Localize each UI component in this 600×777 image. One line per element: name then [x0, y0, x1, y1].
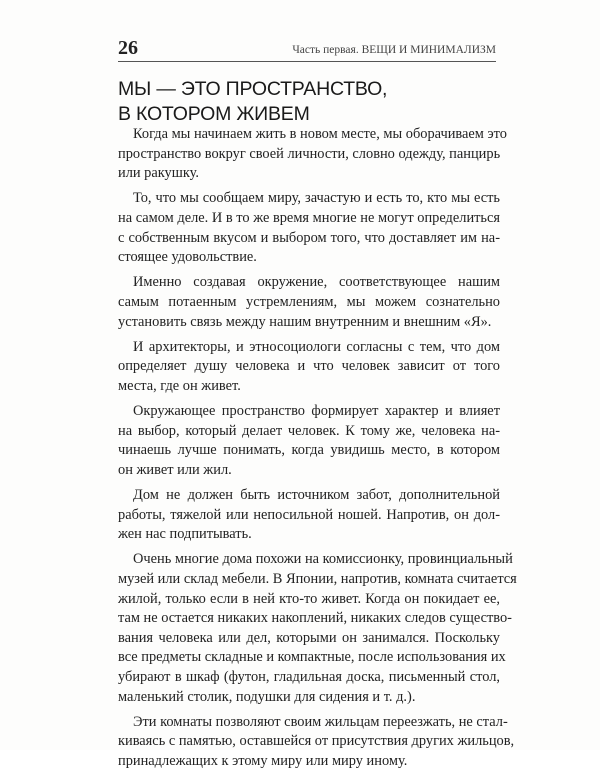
text-line: Именно создавая окружение, соответствующее нашим: [133, 274, 500, 291]
text-line: То, что мы сообщаем миру, зачастую и есть то, кто мы есть: [133, 190, 500, 207]
running-header: [118, 38, 496, 62]
text-line: пространство вокруг своей личности, словно одежду, панцирь: [118, 145, 501, 162]
chapter-title-line: В КОТОРОМ ЖИВЕМ: [118, 103, 310, 125]
paragraph: [118, 486, 500, 545]
text-line: жилой, только если в ней кто-то живет. Когда он покидает ее,: [118, 590, 500, 607]
text-line: на выбор, который делает человек. К тому же, человека на-: [118, 422, 500, 439]
paragraph: [118, 125, 507, 184]
text-line: принадлежащих к этому миру или миру иному.: [118, 752, 408, 769]
text-line: Когда мы начинаем жить в новом месте, мы оборачиваем это: [133, 126, 507, 142]
paragraph: [118, 189, 500, 267]
text-line: самым потаенным устремлениям, мы можем сознательно: [118, 293, 500, 310]
chapter-title-line: МЫ — ЭТО ПРОСТРАНСТВО,: [118, 78, 388, 100]
text-line: вания человека или дел, которыми он занимался. Поскольку: [118, 629, 500, 646]
running-title: Часть первая. ВЕЩИ И МИНИМАЛИЗМ: [292, 44, 496, 56]
text-line: он живет или жил.: [118, 461, 232, 478]
text-line: все предметы складные и компактные, после использования их: [118, 649, 506, 666]
text-line: музей или склад мебели. В Японии, напротив, комната считается: [118, 571, 517, 588]
paragraph: [118, 550, 517, 707]
header-rule: [118, 61, 496, 62]
paragraph: [118, 273, 500, 332]
paragraph: [118, 338, 500, 397]
text-line: киваясь с памятью, оставшейся от присутствия других жильцов,: [118, 733, 515, 750]
text-line: убирают в шкаф (футон, гладильная доска, письменный стол,: [118, 669, 500, 685]
text-line: работы, тяжелой или непосильной ношей. Напротив, он дол-: [118, 506, 500, 523]
text-line: места, где он живет.: [118, 377, 241, 394]
text-line: там не остается никаких накоплений, никаких следов существо-: [118, 610, 512, 627]
text-line: чинаешь лучше понимать, когда увидишь место, в котором: [118, 442, 500, 459]
text-line: установить связь между нашим внутренним и внешним «Я».: [118, 313, 492, 330]
body-text: [118, 125, 517, 777]
paragraph: [118, 402, 500, 480]
text-line: или ракушку.: [118, 165, 199, 182]
paragraph: [118, 713, 515, 772]
page-number: 26: [118, 37, 138, 59]
text-line: И архитекторы, и этносоциологи согласны с тем, что дом: [133, 338, 500, 355]
text-line: на самом деле. И в то же время многие не могут определиться: [118, 209, 500, 226]
text-line: стоящее удовольствие.: [118, 249, 257, 266]
text-line: Очень многие дома похожи на комиссионку, провинциальный: [133, 551, 513, 568]
text-line: Окружающее пространство формирует характер и влияет: [133, 403, 500, 420]
text-line: маленький столик, подушки для сидения и т. д.).: [118, 688, 416, 705]
text-line: Дом не должен быть источником забот, дополнительной: [133, 487, 500, 504]
text-line: Эти комнаты позволяют своим жильцам переезжать, не стал-: [133, 713, 508, 730]
chapter-title: [118, 77, 498, 127]
text-line: определяет душу человека и что человек зависит от того: [118, 358, 500, 375]
text-line: жен нас подпитывать.: [118, 526, 252, 543]
text-line: с собственным вкусом и выбором того, что доставляет им на-: [118, 229, 500, 246]
